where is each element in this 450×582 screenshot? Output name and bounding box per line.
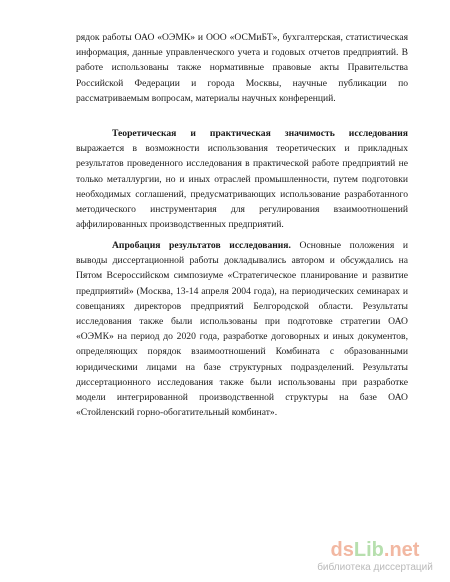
logo-ds: ds xyxy=(330,539,354,561)
paragraph-significance-text: выражается в возможности использования теоретических и прикладных результатов проведенного исследования в практической работе предприятий не только металлургии, но и иных отраслей промышленности, путем подготовки необходимых соглашений, предусматривающих использование разработанного методического инструментария для регулирования взаимоотношений аффилированных производственных предприятий. xyxy=(76,143,408,231)
paragraph-approbation-text: Основные положения и выводы диссертационной работы докладывались автором и обсуждались на Пятом Всероссийском симпозиуме «Стратегическое планирование и развитие предприятий» (Москва, 13-14 апреля 2004 года), на периодических семинарах и совещаниях директоров предприятий Белгородской области. Результаты исследования также были использованы при подготовке стратегии ОАО «ОЭМК» на период до 2020 года, разработке договорных и иных документов, определяющих порядок взаимоотношений Комбината с образованными юридическими лицами на базе структурных подразделений. Результаты диссертационного исследования также были использованы при разработке модели интегрированной производственной структуры на базе ОАО «Стойленский горно-обогатительный комбинат». xyxy=(76,240,408,419)
dslib-watermark xyxy=(310,539,440,574)
paragraph-significance-heading: Теоретическая и практическая значимость исследования xyxy=(112,128,408,139)
paragraph-approbation xyxy=(76,238,408,420)
paragraph-sources-text: рядок работы ОАО «ОЭМК» и ООО «ОСМиБТ», бухгалтерская, статистическая информация, данные управленческого учета и годовых отчетов предприятий. В работе использованы также нормативные правовые акты Правительства Российской Федерации и города Москвы, научные публикации по рассматриваемым вопросам, материалы научных конференций. xyxy=(76,32,408,104)
paragraph-significance xyxy=(76,126,408,232)
paragraph-sources xyxy=(76,30,408,106)
dslib-logo xyxy=(310,539,440,561)
logo-lib: Lib xyxy=(353,539,384,561)
logo-net: .net xyxy=(383,539,420,561)
paragraph-approbation-heading: Апробация результатов исследования. xyxy=(112,240,291,251)
watermark-tagline: библиотека диссертаций xyxy=(317,562,433,573)
